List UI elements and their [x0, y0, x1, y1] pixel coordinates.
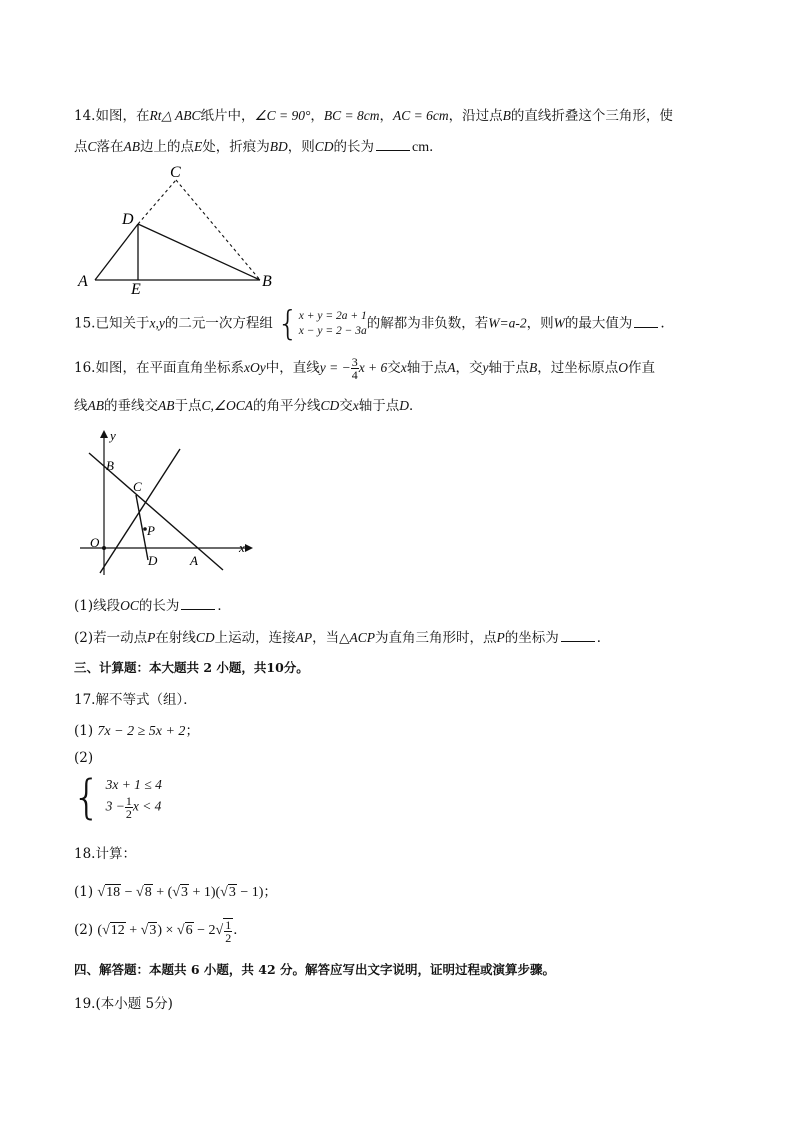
- answer-blank: [181, 597, 215, 610]
- q16-coordinate-figure: [75, 425, 260, 580]
- q14-triangle-figure: [70, 160, 290, 295]
- label-B: B: [262, 273, 272, 290]
- q17-system: [72, 770, 162, 824]
- brace-icon: {: [277, 304, 299, 344]
- axis-x-label: x: [239, 540, 245, 555]
- answer-blank: [634, 315, 658, 328]
- section-4-heading: 四、解答题：本题共 6 小题，共 42 分。解答应写出文字说明，证明过程或演算步骤。: [74, 962, 556, 977]
- system-eq2: 3 − $\frac{1}{2}$ x < 4: [105, 793, 162, 821]
- q14-line2: 点C落在AB边上的点E处，折痕为BD，则CD的长为 cm．: [74, 139, 443, 155]
- q14-line1: 14.如图，在Rt△ ABC纸片中，∠C = 90°，BC = 8cm，AC = 6cm，沿过点B的直线折叠这个三角形，使: [74, 108, 673, 124]
- q18-title: 18.计算：: [74, 846, 136, 862]
- label-E: E: [131, 281, 141, 295]
- q15-line: 15.已知关于x,y的二元一次方程组 { x + y = 2a + 1 x − y = 2 − 3a 的解都为非负数，若W=a-2，则W的最大值为 .: [74, 304, 665, 344]
- label-D: D: [148, 553, 158, 568]
- answer-blank: [561, 629, 595, 642]
- q17-part2-label: (2): [74, 750, 94, 766]
- q16-line1: 16.如图，在平面直角坐标系xOy中，直线y = − $\frac{3}{4}$ x + 6交x轴于点A，交y轴于点B，过坐标原点O作直: [74, 355, 656, 382]
- answer-blank: [376, 138, 410, 151]
- label-A: A: [78, 273, 88, 290]
- equation-system: x + y = 2a + 1 x − y = 2 − 3a: [298, 310, 367, 337]
- q18-part1: (1) √18 − √8 + (√3 + 1)(√3 − 1)；: [74, 884, 277, 900]
- label-D: D: [122, 211, 134, 228]
- axis-y-label: y: [110, 428, 116, 443]
- label-C: C: [133, 479, 142, 494]
- q18-part2: (2) (√12 + √3) × √6 − 2√ $\frac{1}{2}$ ．: [74, 918, 247, 945]
- label-C: C: [170, 164, 181, 181]
- q17-title: 17.解不等式（组）．: [74, 692, 197, 708]
- q19-title: 19.(本小题 5分): [74, 996, 173, 1012]
- q17-part1: (1) 7x − 2 ≥ 5x + 2；: [74, 723, 199, 739]
- label-B: B: [106, 458, 114, 473]
- label-P: P: [147, 523, 155, 538]
- fraction: $\frac{3}{4}$: [351, 355, 358, 382]
- q16-line2: 线AB的垂线交AB于点C,∠OCA的角平分线CD交x轴于点D．: [74, 398, 423, 414]
- label-A: A: [190, 553, 198, 568]
- label-O: O: [90, 535, 100, 550]
- system-eq1: 3x + 1 ≤ 4: [105, 776, 162, 792]
- q16-part1: (1)线段OC的长为 ．: [74, 598, 231, 614]
- brace-icon: {: [72, 770, 102, 824]
- section-3-heading: 三、计算题：本大题共 2 小题，共10分。: [74, 660, 309, 675]
- q16-part2: (2)若一动点P在射线CD上运动，连接AP，当△ACP为直角三角形时，点P的坐标为 ．: [74, 630, 611, 646]
